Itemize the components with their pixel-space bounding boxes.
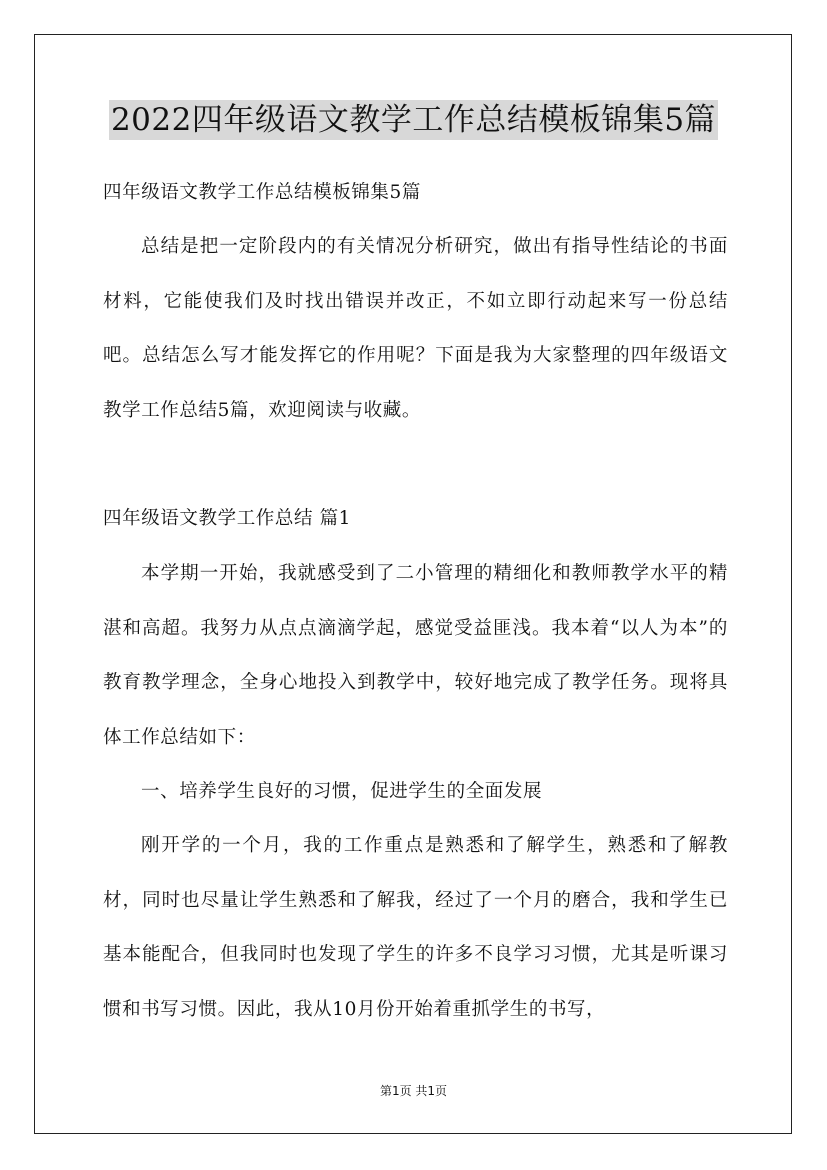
subheading-1: 一、培养学生良好的习惯，促进学生的全面发展	[141, 781, 543, 802]
page-footer: 第1页 共1页	[379, 1084, 448, 1098]
document-subtitle: 四年级语文教学工作总结模板锦集5篇	[103, 182, 421, 203]
section-heading: 四年级语文教学工作总结 篇1	[103, 508, 352, 529]
title-container	[0, 100, 827, 140]
section-paragraph-1: 本学期一开始，我就感受到了二小管理的精细化和教师教学水平的精湛和高超。我努力从点点滴滴学起，感觉受益匪浅。我本着“以人为本”的教育教学理念，全身心地投入到教学中，较好地完成了教学任务。现将具体工作总结如下：	[103, 563, 728, 748]
section-paragraph-2: 刚开学的一个月，我的工作重点是熟悉和了解学生，熟悉和了解教材，同时也尽量让学生熟悉和了解我，经过了一个月的磨合，我和学生已基本能配合，但我同时也发现了学生的许多不良学习习惯，尤其是听课习惯和书写习惯。因此，我从10月份开始着重抓学生的书写，	[103, 835, 728, 1020]
document-title: 2022四年级语文教学工作总结模板锦集5篇	[110, 102, 717, 138]
intro-paragraph: 总结是把一定阶段内的有关情况分析研究，做出有指导性结论的书面材料，它能使我们及时找出错误并改正，不如立即行动起来写一份总结吧。总结怎么写才能发挥它的作用呢？下面是我为大家整理的四年级语文教学工作总结5篇，欢迎阅读与收藏。	[103, 236, 728, 421]
